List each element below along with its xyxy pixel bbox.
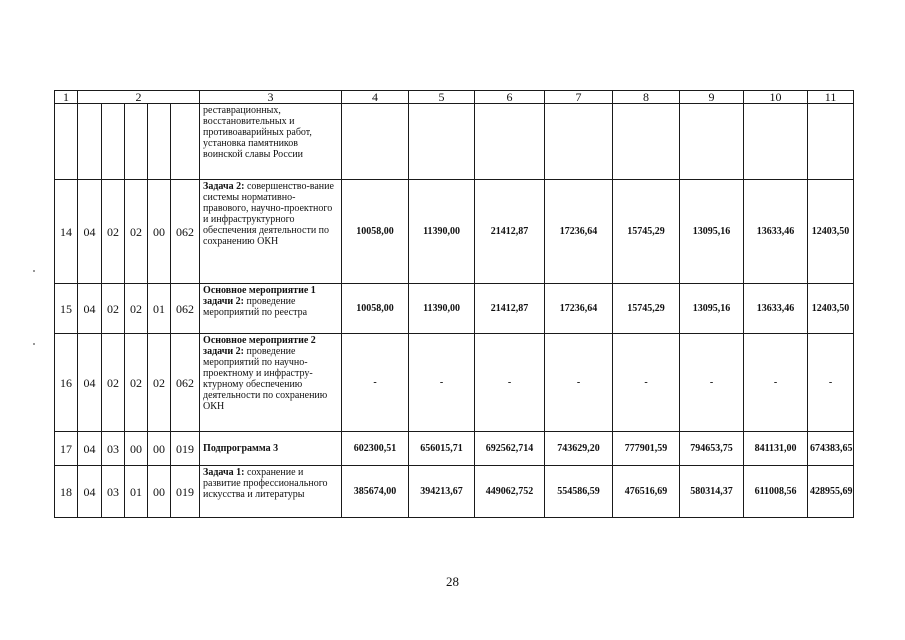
desc-bold: Основное мероприятие 1 задачи 2: (203, 285, 316, 307)
description-cell (200, 104, 342, 180)
desc-bold: Задача 2: (203, 181, 245, 192)
value-cell: 15745,29 (613, 284, 680, 334)
code-cell: 00 (148, 432, 171, 466)
col-header-7: 7 (545, 91, 613, 104)
value-cell (409, 104, 475, 180)
value-cell: 428955,69 (808, 466, 854, 518)
value-cell: 580314,37 (680, 466, 744, 518)
value-cell: - (680, 334, 744, 432)
value-cell (342, 104, 409, 180)
table-row (55, 180, 854, 284)
value-cell: 674383,65 (808, 432, 854, 466)
col-header-1: 1 (55, 91, 78, 104)
value-cell (680, 104, 744, 180)
value-cell: 13095,16 (680, 180, 744, 284)
code-cell: 02 (102, 180, 125, 284)
code-cell: 02 (125, 284, 148, 334)
code-cell: 00 (148, 466, 171, 518)
value-cell: - (808, 334, 854, 432)
code-cell: 02 (125, 334, 148, 432)
code-cell: 01 (148, 284, 171, 334)
row-number: 14 (55, 180, 78, 284)
code-cell: 02 (148, 334, 171, 432)
description-cell (200, 334, 342, 432)
code-cell (102, 104, 125, 180)
code-cell (171, 104, 200, 180)
value-cell: 15745,29 (613, 180, 680, 284)
value-cell: 476516,69 (613, 466, 680, 518)
desc-bold: Задача 1: (203, 467, 245, 478)
row-number: 15 (55, 284, 78, 334)
value-cell: 611008,56 (744, 466, 808, 518)
code-cell: 02 (125, 180, 148, 284)
code-cell: 01 (125, 466, 148, 518)
code-cell: 00 (148, 180, 171, 284)
value-cell: 13095,16 (680, 284, 744, 334)
col-header-6: 6 (475, 91, 545, 104)
code-cell (148, 104, 171, 180)
value-cell: 13633,46 (744, 284, 808, 334)
value-cell: 21412,87 (475, 180, 545, 284)
value-cell: - (545, 334, 613, 432)
code-cell: 04 (78, 466, 102, 518)
scan-speck (33, 270, 35, 272)
code-cell (78, 104, 102, 180)
table-row (55, 104, 854, 180)
code-cell: 00 (125, 432, 148, 466)
code-cell: 03 (102, 466, 125, 518)
desc-text: совершенство-вание системы нормативно-правового, научно-проектного и инфраструктурного обеспечения деятельности по сохранению ОКН (203, 181, 334, 247)
value-cell (744, 104, 808, 180)
code-cell: 04 (78, 432, 102, 466)
col-header-4: 4 (342, 91, 409, 104)
value-cell: - (475, 334, 545, 432)
value-cell: 10058,00 (342, 180, 409, 284)
code-cell: 02 (102, 284, 125, 334)
code-cell: 019 (171, 466, 200, 518)
description-cell (200, 284, 342, 334)
page-number: 28 (446, 574, 459, 589)
desc-bold: Основное мероприятие 2 задачи 2: (203, 335, 316, 357)
value-cell: 449062,752 (475, 466, 545, 518)
value-cell: 21412,87 (475, 284, 545, 334)
code-cell: 03 (102, 432, 125, 466)
desc-text: проведение мероприятий по научно-проектному и инфрастру-ктурному обеспечению деятельности по сохранению ОКН (203, 346, 328, 412)
desc-text: реставрационных, восстановительных и противоаварийных работ, установка памятников воинской славы России (203, 105, 312, 160)
row-number: 18 (55, 466, 78, 518)
value-cell: 554586,59 (545, 466, 613, 518)
value-cell: 794653,75 (680, 432, 744, 466)
value-cell: 692562,714 (475, 432, 545, 466)
value-cell: - (342, 334, 409, 432)
value-cell: - (613, 334, 680, 432)
value-cell: 10058,00 (342, 284, 409, 334)
table-row (55, 334, 854, 432)
col-header-10: 10 (744, 91, 808, 104)
code-cell: 04 (78, 180, 102, 284)
column-header-row (55, 91, 854, 104)
row-number (55, 104, 78, 180)
value-cell (475, 104, 545, 180)
code-cell: 02 (102, 334, 125, 432)
code-cell: 04 (78, 284, 102, 334)
value-cell: 11390,00 (409, 180, 475, 284)
value-cell: - (409, 334, 475, 432)
code-cell: 04 (78, 334, 102, 432)
description-cell (200, 466, 342, 518)
table-row (55, 284, 854, 334)
description-cell (200, 432, 342, 466)
scan-speck (33, 343, 35, 345)
col-header-8: 8 (613, 91, 680, 104)
desc-bold: Подпрограмма 3 (203, 443, 279, 454)
value-cell: 11390,00 (409, 284, 475, 334)
row-number: 16 (55, 334, 78, 432)
value-cell: 17236,64 (545, 180, 613, 284)
code-cell: 019 (171, 432, 200, 466)
value-cell (808, 104, 854, 180)
value-cell (613, 104, 680, 180)
value-cell (545, 104, 613, 180)
col-header-9: 9 (680, 91, 744, 104)
code-cell: 062 (171, 334, 200, 432)
code-cell (125, 104, 148, 180)
row-number: 17 (55, 432, 78, 466)
col-header-11: 11 (808, 91, 854, 104)
value-cell: 12403,50 (808, 284, 854, 334)
value-cell: 602300,51 (342, 432, 409, 466)
value-cell: 13633,46 (744, 180, 808, 284)
desc-text: сохранение и развитие профессионального искусства и литературы (203, 467, 328, 500)
col-header-3: 3 (200, 91, 342, 104)
code-cell: 062 (171, 284, 200, 334)
value-cell: 12403,50 (808, 180, 854, 284)
table-row (55, 466, 854, 518)
value-cell: 656015,71 (409, 432, 475, 466)
description-cell (200, 180, 342, 284)
value-cell: 841131,00 (744, 432, 808, 466)
desc-text: проведение мероприятий по реестра (203, 296, 308, 318)
value-cell: 743629,20 (545, 432, 613, 466)
code-cell: 062 (171, 180, 200, 284)
value-cell: 777901,59 (613, 432, 680, 466)
value-cell: 385674,00 (342, 466, 409, 518)
value-cell: - (744, 334, 808, 432)
col-header-2: 2 (78, 91, 200, 104)
value-cell: 17236,64 (545, 284, 613, 334)
value-cell: 394213,67 (409, 466, 475, 518)
table-row (55, 432, 854, 466)
budget-table (54, 90, 854, 518)
col-header-5: 5 (409, 91, 475, 104)
